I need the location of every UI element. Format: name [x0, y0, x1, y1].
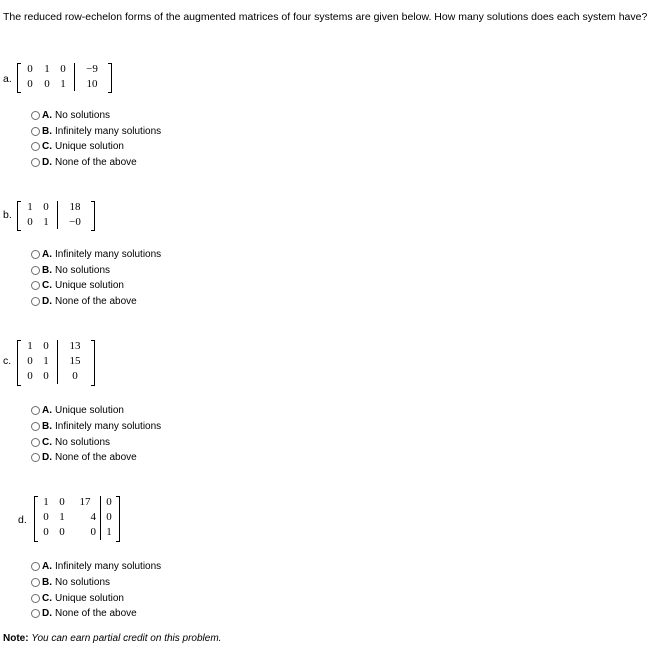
matrix-cell: 0 — [27, 370, 33, 382]
part-label: d. — [18, 514, 27, 526]
matrix-cell: 0 — [44, 78, 50, 90]
part-label: b. — [3, 209, 12, 221]
option-letter: A. — [42, 561, 52, 572]
matrix-cell: 18 — [69, 201, 81, 213]
option-letter: C. — [42, 437, 52, 448]
option-text: None of the above — [55, 296, 137, 307]
option-b[interactable] — [31, 576, 110, 589]
matrix-cell: 1 — [59, 511, 65, 523]
option-d[interactable] — [31, 451, 137, 464]
matrix-cell: 0 — [27, 355, 33, 367]
radio-button[interactable] — [31, 438, 40, 447]
option-d[interactable] — [31, 295, 137, 308]
augment-bar — [57, 201, 58, 229]
option-text: None of the above — [55, 608, 137, 619]
option-c[interactable] — [31, 436, 110, 449]
left-bracket — [17, 63, 21, 93]
matrix-cell: 4 — [90, 511, 96, 523]
radio-button[interactable] — [31, 594, 40, 603]
matrix-cell: 0 — [43, 370, 49, 382]
matrix-cell: −0 — [69, 216, 81, 228]
option-a[interactable] — [31, 109, 110, 122]
radio-button[interactable] — [31, 127, 40, 136]
option-c[interactable] — [31, 279, 124, 292]
part-label: a. — [3, 73, 12, 85]
option-c[interactable] — [31, 592, 124, 605]
option-c[interactable] — [31, 140, 124, 153]
matrix-cell: 0 — [43, 526, 49, 538]
augmented-matrix — [34, 494, 144, 542]
option-text: Unique solution — [55, 593, 124, 604]
option-text: Unique solution — [55, 280, 124, 291]
radio-button[interactable] — [31, 578, 40, 587]
option-d[interactable] — [31, 607, 137, 620]
matrix-cell: 1 — [43, 496, 49, 508]
matrix-cell: 13 — [69, 340, 81, 352]
option-b[interactable] — [31, 264, 110, 277]
augment-bar — [57, 340, 58, 384]
option-text: None of the above — [55, 452, 137, 463]
radio-button[interactable] — [31, 609, 40, 618]
option-letter: B. — [42, 577, 52, 588]
option-a[interactable] — [31, 560, 161, 573]
option-letter: A. — [42, 249, 52, 260]
left-bracket — [17, 340, 21, 386]
radio-button[interactable] — [31, 281, 40, 290]
radio-button[interactable] — [31, 422, 40, 431]
option-d[interactable] — [31, 156, 137, 169]
matrix-cell: 0 — [72, 370, 78, 382]
option-letter: D. — [42, 296, 52, 307]
note-text: You can earn partial credit on this problem. — [31, 633, 222, 644]
matrix-cell: 0 — [27, 78, 33, 90]
option-text: Infinitely many solutions — [55, 249, 162, 260]
augment-bar — [100, 496, 101, 540]
option-letter: A. — [42, 110, 52, 121]
matrix-cell: 0 — [43, 511, 49, 523]
option-text: Unique solution — [55, 405, 124, 416]
option-text: Infinitely many solutions — [55, 561, 162, 572]
augment-bar — [74, 63, 75, 91]
option-letter: D. — [42, 157, 52, 168]
option-text: No solutions — [55, 577, 111, 588]
option-letter: C. — [42, 593, 52, 604]
augmented-matrix — [17, 199, 107, 231]
matrix-cell: 0 — [59, 496, 65, 508]
option-text: Unique solution — [55, 141, 124, 152]
option-text: No solutions — [55, 437, 111, 448]
matrix-cell: 15 — [69, 355, 81, 367]
augmented-matrix — [17, 338, 107, 386]
option-letter: B. — [42, 126, 52, 137]
matrix-cell: 10 — [86, 78, 98, 90]
option-letter: A. — [42, 405, 52, 416]
option-letter: B. — [42, 421, 52, 432]
augmented-matrix — [17, 61, 127, 93]
matrix-cell: 0 — [59, 526, 65, 538]
option-text: None of the above — [55, 157, 137, 168]
radio-button[interactable] — [31, 142, 40, 151]
right-bracket — [116, 496, 120, 542]
option-text: No solutions — [55, 265, 111, 276]
option-text: No solutions — [55, 110, 111, 121]
left-bracket — [34, 496, 38, 542]
matrix-cell: 1 — [27, 201, 33, 213]
matrix-cell: 1 — [44, 63, 50, 75]
matrix-cell: 1 — [106, 526, 112, 538]
matrix-cell: 17 — [79, 496, 91, 508]
matrix-cell: 1 — [43, 355, 49, 367]
matrix-cell: 0 — [43, 340, 49, 352]
radio-button[interactable] — [31, 266, 40, 275]
matrix-cell: 0 — [60, 63, 66, 75]
radio-button[interactable] — [31, 453, 40, 462]
matrix-cell: 1 — [27, 340, 33, 352]
right-bracket — [108, 63, 112, 93]
radio-button[interactable] — [31, 158, 40, 167]
left-bracket — [17, 201, 21, 231]
matrix-cell: 1 — [60, 78, 66, 90]
question-text: The reduced row-echelon forms of the augmented matrices of four systems are given below. How many solutions does each system have? — [3, 11, 648, 23]
matrix-cell: 0 — [106, 496, 112, 508]
matrix-cell: −9 — [86, 63, 98, 75]
right-bracket — [91, 201, 95, 231]
radio-button[interactable] — [31, 250, 40, 259]
right-bracket — [91, 340, 95, 386]
note-label: Note: — [3, 633, 29, 644]
matrix-cell: 0 — [27, 216, 33, 228]
option-letter: C. — [42, 141, 52, 152]
option-text: Infinitely many solutions — [55, 126, 162, 137]
option-letter: D. — [42, 608, 52, 619]
option-b[interactable] — [31, 420, 161, 433]
radio-button[interactable] — [31, 297, 40, 306]
option-b[interactable] — [31, 125, 161, 138]
part-label: c. — [3, 355, 12, 367]
matrix-cell: 1 — [43, 216, 49, 228]
matrix-cell: 0 — [106, 511, 112, 523]
radio-button[interactable] — [31, 111, 40, 120]
note — [3, 633, 221, 644]
option-letter: C. — [42, 280, 52, 291]
radio-button[interactable] — [31, 406, 40, 415]
option-a[interactable] — [31, 248, 161, 261]
option-a[interactable] — [31, 404, 124, 417]
option-letter: B. — [42, 265, 52, 276]
matrix-cell: 0 — [43, 201, 49, 213]
matrix-cell: 0 — [27, 63, 33, 75]
option-letter: D. — [42, 452, 52, 463]
option-text: Infinitely many solutions — [55, 421, 162, 432]
matrix-cell: 0 — [90, 526, 96, 538]
radio-button[interactable] — [31, 562, 40, 571]
